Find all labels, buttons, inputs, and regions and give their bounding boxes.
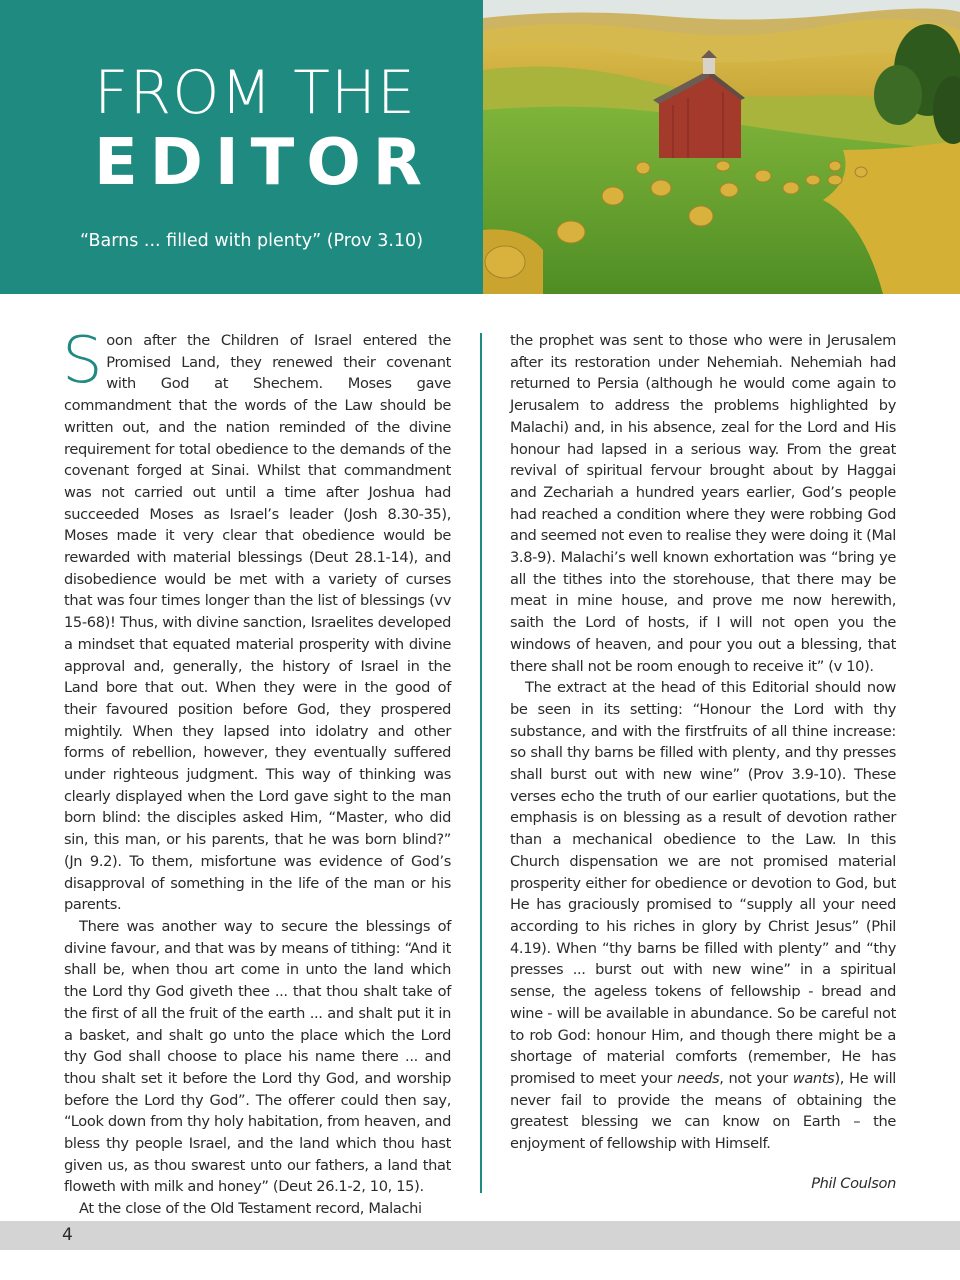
title-editor: EDITOR [94, 126, 434, 200]
paragraph [510, 677, 896, 1154]
footer-bar [0, 1221, 960, 1250]
paragraph-text: ), He will never fail to provide the means of obtaining the greatest blessing we can know on Earth – the enjoyment of fellowship with Himself. [510, 1069, 896, 1153]
paragraph [62, 324, 451, 916]
subtitle-quote: “Barns ... filled with plenty” (Prov 3.10) [80, 231, 424, 251]
article-column-right [510, 330, 896, 1194]
author-signature: Phil Coulson [811, 1174, 896, 1192]
paragraph-text: The extract at the head of this Editorial should now be seen in its setting: “Honour the Lord with thy substance, and with the firstfruits of all thine increase: so shall thy barns be filled with plenty, and thy presses shall burst out with new wine” (Prov 3.9-10). These verses echo the truth of our earlier quotations, but the emphasis is on blessing as a result of devotion rather than a mechanical obedience to the Law. In this Church dispensation we are not promised material prosperity either for obedience or devotion to God, but He has graciously promised to “supply all your need according to his riches in glory by Christ Jesus” (Phil 4.19). When “thy barns be filled with plenty” and “thy presses ... burst out with new wine” in a spiritual sense, the ageless tokens of fellowship - bread and wine - will be available in abundance. So be careful not to rob God: honour Him, and though there might be a shortage of material comforts (remember, He has promised to meet your [510, 679, 896, 1087]
barn-field-photo [483, 0, 960, 294]
page-number: 4 [62, 1225, 73, 1245]
paragraph: There was another way to secure the blessings of divine favour, and that was by means of tithing: “And it shall be, when thou art come in unto the land which the Lord thy God giveth thee ... that thou shalt take of the first of all the fruit of the earth ... and shalt put it in a basket, and shalt go unto the place which the Lord thy God shall choose to place his name there ... and thou shalt set it before the Lord thy God, and worship before the Lord thy God”. The offerer could then say, “Look down from thy holy habitation, from heaven, and bless thy people Israel, and the land which thou hast given us, as thou swarest unto our fathers, a land that floweth with milk and honey” (Deut 26.1-2, 10, 15). [64, 917, 451, 1196]
paragraph: At the close of the Old Testament record, Malachi [79, 1200, 422, 1218]
title-from-the: FROM THE [94, 58, 416, 128]
column-divider [480, 333, 482, 1193]
paragraph-text: oon after the Children of Israel entered the Promised Land, they renewed their covenant with God at Shechem. Moses gave commandment that the words of the Law should be written out, and the nation reminded of the divine requirement for total obedience to the demands of the covenant forged at Sinai. Whilst that commandment was not carried out until a time after Joshua had succeeded Moses as Israel’s leader (Josh 8.30-35), Moses made it very clear that obedience would be rewarded with material blessings (Deut 28.1-14), and disobedience would be met with a variety of curses that was four times longer than the list of blessings (vv 15-68)! Thus, with divine sanction, Israelites developed a mindset that equated material prosperity with divine approval and, generally, the history of Israel in the Land bore that out. When they were in the good of their favoured position before God, they prospered mightily. When they lapsed into idolatry and other forms of rebellion, however, they eventually suffered under righteous judgment. This way of thinking was clearly displayed when the Lord gave sight to the man born blind: the disciples asked Him, “Master, who did sin, this man, or his parents, that he was born blind?” (Jn 9.2). To them, misfortune was evidence of God’s disapproval of something in the life of the man or his parents. [64, 332, 451, 914]
emphasis-wants: wants [792, 1069, 835, 1087]
drop-cap: S [62, 324, 103, 398]
paragraph-text: , not your [719, 1069, 793, 1087]
article-column-left [62, 324, 451, 1220]
header-band [0, 0, 483, 294]
paragraph: the prophet was sent to those who were in Jerusalem after its restoration under Nehemiah. Nehemiah had returned to Persia (although he would come again to Jerusalem to address the problems highlighted by Malachi) and, in his absence, zeal for the Lord and His honour had lapsed in a serious way. From the great revival of spiritual fervour brought about by Haggai and Zechariah a hundred years earlier, God’s people had reached a condition where they were robbing God and seemed not even to realise they were doing it (Mal 3.8-9). Malachi’s well known exhortation was “bring ye all the tithes into the storehouse, that there may be meat in mine house, and prove me now herewith, saith the Lord of hosts, if I will not open you the windows of heaven, and pour you out a blessing, that there shall not be room enough to receive it” (v 10). [510, 332, 896, 675]
emphasis-needs: needs [676, 1069, 720, 1087]
